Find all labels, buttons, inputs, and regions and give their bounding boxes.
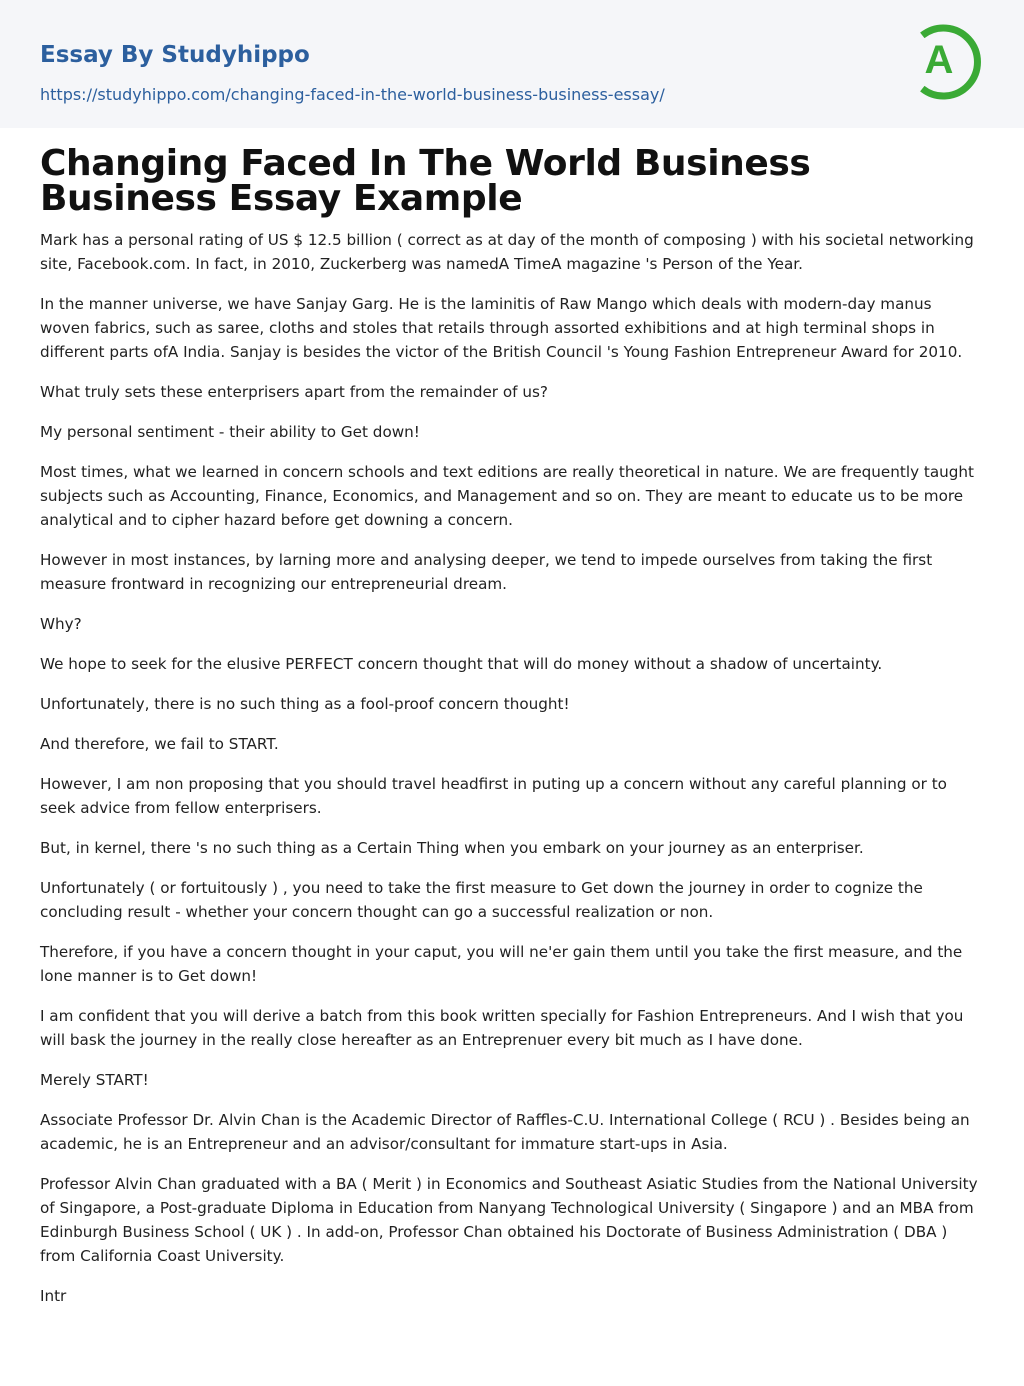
paragraph: Therefore, if you have a concern thought in your caput, you will ne'er gain them until you take the first measure, and the lone manner is to Get down! bbox=[40, 943, 963, 985]
page-url-link[interactable]: https://studyhippo.com/changing-faced-in-the-world-business-business-essay/ bbox=[40, 85, 665, 104]
paragraph: Intr bbox=[40, 1287, 67, 1305]
paragraph: I am confident that you will derive a batch from this book written specially for Fashion Entrepreneurs. And I wish that you will bask the journey in the really close hereafter as an Entreprenuer every bit much as I have done. bbox=[40, 1007, 964, 1049]
site-header bbox=[0, 0, 1024, 128]
paragraph: What truly sets these enterprisers apart from the remainder of us? bbox=[40, 383, 548, 401]
paragraph: Unfortunately, there is no such thing as a fool-proof concern thought! bbox=[40, 695, 570, 713]
paragraph: Most times, what we learned in concern schools and text editions are really theoretical in nature. We are frequently taught subjects such as Accounting, Finance, Economics, and Management and so on. They are meant to educate us to be more analytical and to cipher hazard before get downing a concern. bbox=[40, 463, 974, 529]
paragraph: Professor Alvin Chan graduated with a BA ( Merit ) in Economics and Southeast Asiatic Studies from the National University of Singapore, a Post-graduate Diploma in Education from Nanyang Technological University ( Singapore ) and an MBA from Edinburgh Business School ( UK ) . In add-on, Professor Chan obtained his Doctorate of Business Administration ( DBA ) from California Coast University. bbox=[40, 1175, 978, 1265]
paragraph: And therefore, we fail to START. bbox=[40, 735, 279, 753]
paragraph: However in most instances, by larning more and analysing deeper, we tend to impede ourselves from taking the first measure frontward in recognizing our entrepreneurial dream. bbox=[40, 551, 933, 593]
page-title: Changing Faced In The World Business Business Essay Example bbox=[40, 143, 811, 219]
paragraph: Mark has a personal rating of US $ 12.5 billion ( correct as at day of the month of composing ) with his societal networking site, Facebook.com. In fact, in 2010, Zuckerberg was namedA TimeA magazine 's Person of the Year. bbox=[40, 231, 974, 273]
paragraph: Unfortunately ( or fortuitously ) , you need to take the first measure to Get down the journey in order to cognize the concluding result - whether your concern thought can go a successful realization or non. bbox=[40, 879, 923, 921]
paragraph: But, in kernel, there 's no such thing as a Certain Thing when you embark on your journey as an enterpriser. bbox=[40, 839, 864, 857]
paragraph: Associate Professor Dr. Alvin Chan is the Academic Director of Raffles-C.U. International College ( RCU ) . Besides being an academic, he is an Entrepreneur and an advisor/consultant for immature start-ups in Asia. bbox=[40, 1111, 970, 1153]
studyhippo-logo-icon[interactable] bbox=[912, 18, 988, 106]
paragraph: Why? bbox=[40, 615, 82, 633]
article bbox=[40, 143, 986, 1324]
logo-letter: A bbox=[924, 38, 954, 82]
paragraph: In the manner universe, we have Sanjay Garg. He is the laminitis of Raw Mango which deals with modern-day manus woven fabrics, such as saree, cloths and stoles that retails through assorted exhibitions and at high terminal shops in different parts ofA India. Sanjay is besides the victor of the British Council 's Young Fashion Entrepreneur Award for 2010. bbox=[40, 295, 963, 361]
site-brand[interactable]: Essay By Studyhippo bbox=[40, 42, 310, 68]
paragraph: Merely START! bbox=[40, 1071, 149, 1089]
paragraph: However, I am non proposing that you should travel headfirst in puting up a concern without any careful planning or to seek advice from fellow enterprisers. bbox=[40, 775, 947, 817]
paragraph: We hope to seek for the elusive PERFECT concern thought that will do money without a shadow of uncertainty. bbox=[40, 655, 883, 673]
paragraph: My personal sentiment - their ability to Get down! bbox=[40, 423, 420, 441]
